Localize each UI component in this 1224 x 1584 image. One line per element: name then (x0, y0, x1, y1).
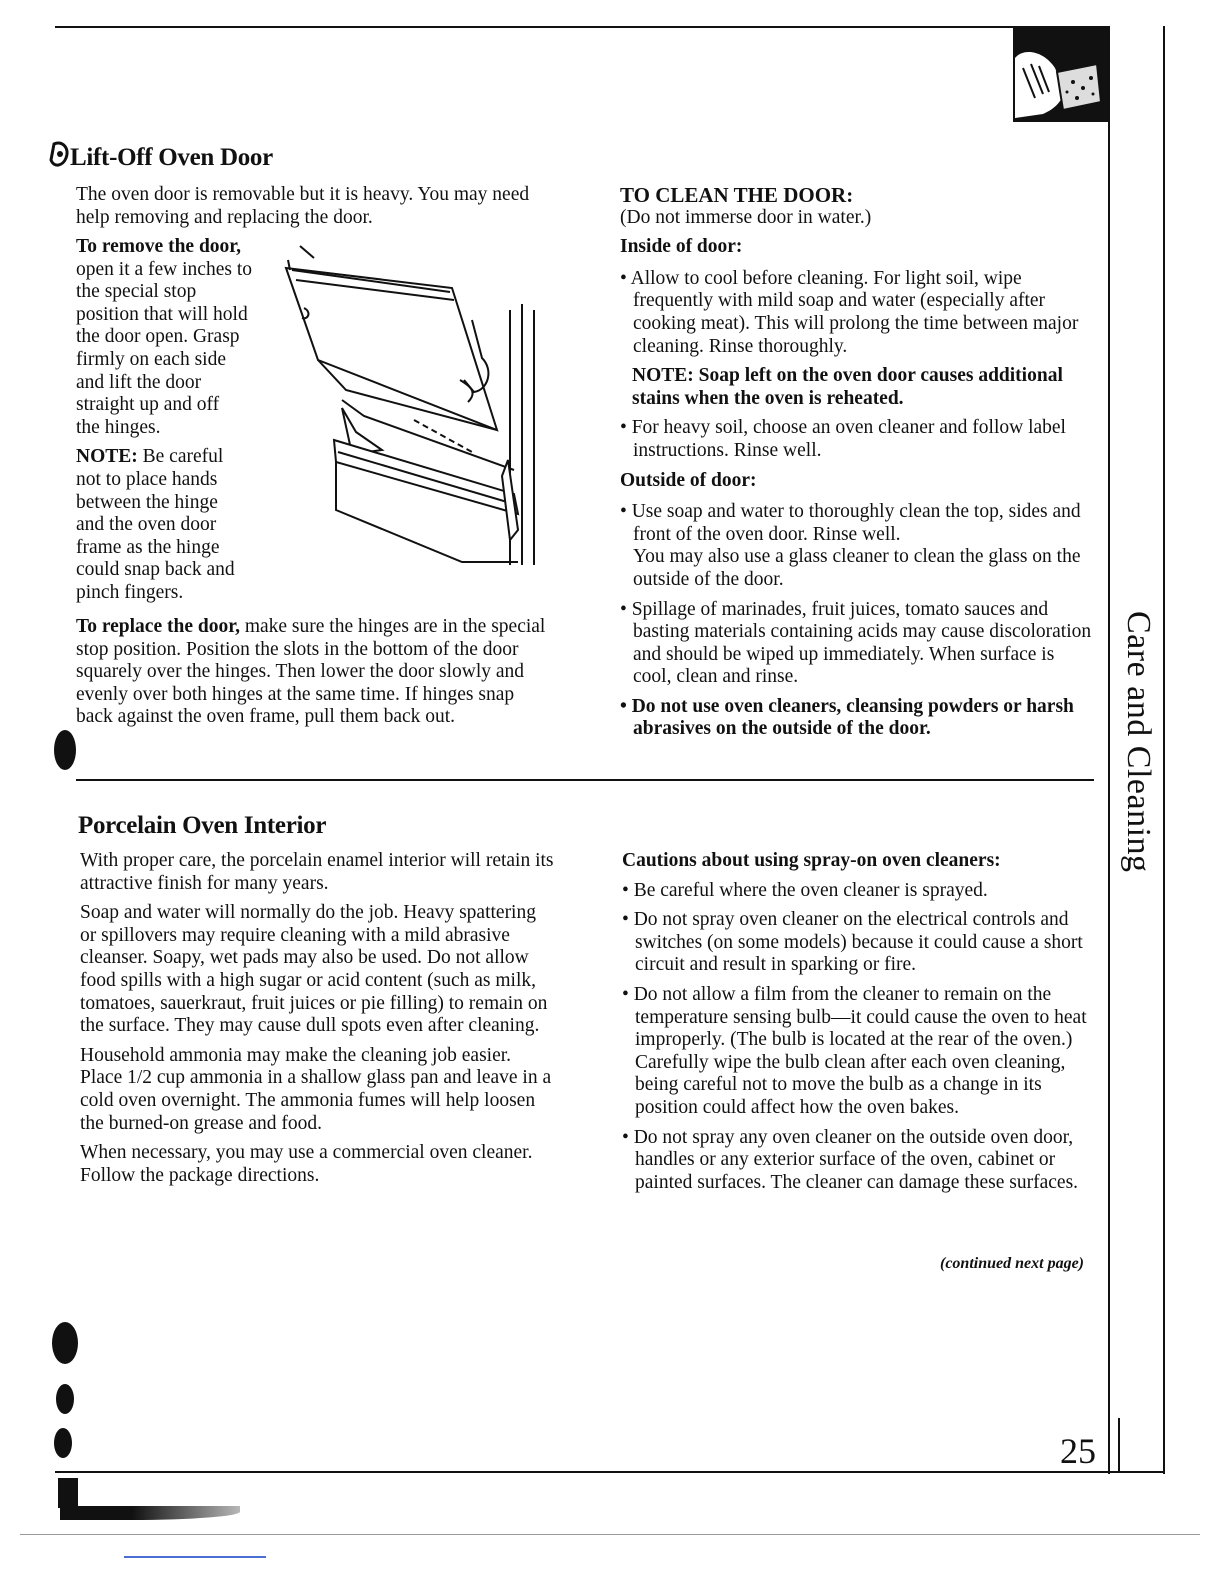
page-number: 25 (1060, 1431, 1096, 1471)
scan-edge-shadow (60, 1506, 240, 1520)
porcelain-title: Porcelain Oven Interior (78, 812, 327, 839)
door-note-line: frame as the hinge (76, 536, 220, 558)
remove-line: position that will hold (76, 303, 248, 325)
lift-off-title: Lift-Off Oven Door (70, 144, 273, 171)
door-note (76, 446, 286, 469)
outside-door-heading: Outside of door: (620, 469, 757, 491)
inside-door-heading: Inside of door: (620, 236, 743, 258)
remove-line: firmly on each side (76, 348, 226, 370)
cautions-bullet-3: • Do not allow a film from the cleaner to remain on the temperature sensing bulb—it could cause the oven to heat improperly. (The bulb is located at the rear of the oven.) Carefully wipe the bulb clean after each oven cleaning, being careful not to move the bulb as a change in its position could affect how the oven bakes. (622, 983, 1087, 1118)
door-note-line: between the hinge (76, 491, 218, 513)
remove-line: the hinges. (76, 416, 161, 438)
porcelain-p3: Household ammonia may make the cleaning job easier. Place 1/2 cup ammonia in a shallow glass pan and leave in a cold oven overnight. The ammonia fumes will help loosen the burned-on grease and food. (80, 1044, 552, 1134)
inside-door-note: NOTE: Soap left on the oven door causes additional stains when the oven is reheated. (632, 365, 1063, 409)
cautions-bullet-4: • Do not spray any oven cleaner on the outside oven door, handles or any exterior surface of the oven, cabinet or painted surfaces. The cleaner can damage these surfaces. (622, 1126, 1079, 1193)
door-note-line: Be careful (137, 446, 224, 468)
door-note-line: pinch fingers. (76, 581, 184, 603)
replace-door-text: make sure the hinges are in the special stop position. Position the slots in the bottom of the door squarely over the hinges. Then lower the door slowly and evenly over both hinges at the same time. If hinges snap back against the oven frame, pull them back out. (76, 616, 546, 728)
door-note-lead: NOTE: (76, 446, 138, 468)
binding-hole-mark (56, 1384, 74, 1414)
porcelain-p2: Soap and water will normally do the job. Heavy spattering or spillovers may require cleaning with a mild abrasive cleanser. Soapy, wet pads may also be used. Do not allow food spills with a high sugar or acid content (such as milk, tomatoes, sauerkraut, fruit juices or pie filling) to remain on the surface. They may cause dull spots even after cleaning. (80, 902, 548, 1037)
scan-blue-line (124, 1556, 266, 1558)
cautions-section (622, 850, 1096, 1194)
clean-door-title: TO CLEAN THE DOOR: (620, 183, 854, 207)
door-note-line: not to place hands (76, 468, 218, 490)
hand-sponge-illustration (1013, 28, 1110, 122)
remove-door-lead: To remove the door, (76, 236, 242, 257)
oven-door-illustration (282, 240, 542, 570)
cautions-bullet-2: • Do not spray oven cleaner on the electrical controls and switches (on some models) because it could cause a short circuit and result in sparking or fire. (622, 909, 1083, 976)
page-number-rule (1118, 1418, 1120, 1472)
replace-door-lead: To replace the door, (76, 616, 240, 637)
remove-line: the door open. Grasp (76, 326, 240, 348)
binding-hole-mark (58, 1478, 78, 1508)
lift-off-intro: The oven door is removable but it is heavy. You may need help removing and replacing the door. (76, 184, 530, 228)
binding-hole-mark (54, 1428, 72, 1458)
outside-door-bullet-1: • Use soap and water to thoroughly clean the top, sides and front of the oven door. Rinse well. (620, 501, 1081, 545)
binding-hole-mark (54, 730, 76, 770)
porcelain-section (80, 850, 556, 1187)
side-tab-label: Care and Cleaning (1120, 611, 1157, 873)
inside-door-bullet-2: • For heavy soil, choose an oven cleaner and follow label instructions. Rinse well. (620, 417, 1066, 461)
cautions-bullet-1: • Be careful where the oven cleaner is sprayed. (622, 879, 988, 901)
remove-line: and lift the door (76, 371, 202, 393)
top-rule (55, 26, 1110, 28)
door-note-line: could snap back and (76, 559, 235, 581)
continued-note: (continued next page) (940, 1255, 1084, 1272)
door-note-line: and the oven door (76, 514, 217, 536)
clean-door-subtitle: (Do not immerse door in water.) (620, 206, 872, 228)
side-tab-rule-right (1163, 26, 1165, 1474)
porcelain-p4: When necessary, you may use a commercial oven cleaner. Follow the package directions. (80, 1142, 533, 1186)
hand-margin-icon (48, 140, 72, 170)
clean-door-section (620, 184, 1092, 741)
section-divider (76, 779, 1094, 781)
porcelain-p1: With proper care, the porcelain enamel interior will retain its attractive finish for many years. (80, 850, 554, 894)
outside-door-bullet-1b: You may also use a glass cleaner to clean the glass on the outside of the door. (633, 546, 1081, 590)
scan-bottom-line (20, 1534, 1200, 1535)
inside-door-bullet-1: • Allow to cool before cleaning. For light soil, wipe frequently with mild soap and water (especially after cooking meat). This will prolong the time between major cleaning. Rinse thoroughly. (620, 267, 1079, 357)
remove-line: straight up and off (76, 394, 220, 416)
outside-door-bullet-3: • Do not use oven cleaners, cleansing powders or harsh abrasives on the outside of the door. (620, 695, 1074, 740)
side-tab-rule-left (1108, 26, 1110, 1474)
remove-door-instructions (76, 236, 286, 605)
bottom-rule (55, 1471, 1165, 1473)
binding-hole-mark (52, 1322, 78, 1364)
outside-door-bullet-2: • Spillage of marinades, fruit juices, tomato sauces and basting materials containing acids may cause discoloration and should be wiped up immediately. When surface is cool, clean and rinse. (620, 598, 1092, 688)
remove-line: open it a few inches to (76, 258, 252, 280)
replace-door-instructions (76, 616, 546, 729)
cautions-heading: Cautions about using spray-on oven cleaners: (622, 850, 1001, 871)
remove-line: the special stop (76, 281, 197, 303)
